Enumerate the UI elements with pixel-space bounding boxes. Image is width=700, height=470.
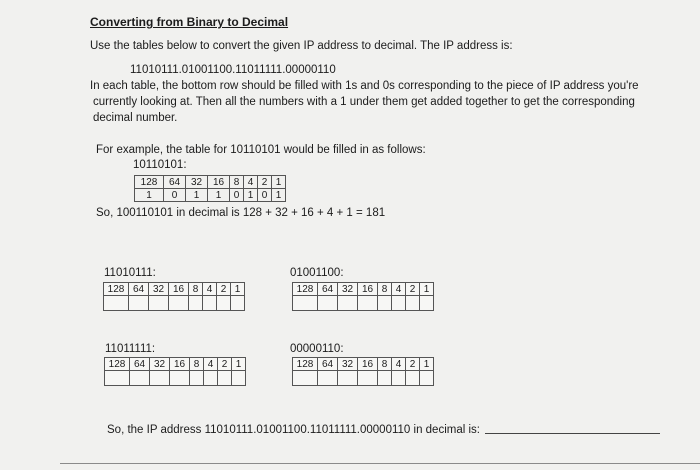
bit-input-cell[interactable] bbox=[169, 296, 189, 311]
place-value-cell: 16 bbox=[358, 283, 378, 296]
bit-input-cell[interactable] bbox=[232, 371, 246, 386]
place-value-cell: 64 bbox=[130, 358, 150, 371]
example-summary: So, 100110101 in decimal is 128 + 32 + 16 + 4 + 1 = 181 bbox=[96, 207, 386, 219]
bit-input-cell[interactable] bbox=[318, 296, 338, 311]
bit-input-cell[interactable] bbox=[129, 296, 149, 311]
place-value-cell: 8 bbox=[189, 283, 203, 296]
example-table bbox=[134, 175, 286, 202]
bit-input-cell[interactable] bbox=[293, 371, 318, 386]
bit-input-cell[interactable] bbox=[378, 371, 392, 386]
place-value-cell: 128 bbox=[105, 358, 130, 371]
bit-cell: 0 bbox=[258, 189, 272, 202]
place-value-cell: 8 bbox=[230, 176, 244, 189]
place-value-cell: 16 bbox=[358, 358, 378, 371]
bit-input-cell[interactable] bbox=[105, 371, 130, 386]
place-value-cell: 64 bbox=[318, 358, 338, 371]
bit-input-cell[interactable] bbox=[318, 371, 338, 386]
place-value-cell: 16 bbox=[169, 283, 189, 296]
place-value-cell: 32 bbox=[150, 358, 170, 371]
place-value-cell: 32 bbox=[149, 283, 169, 296]
intro-text: Use the tables below to convert the given IP address to decimal. The IP address is: bbox=[90, 40, 513, 52]
bit-input-cell[interactable] bbox=[130, 371, 150, 386]
place-value-cell: 4 bbox=[392, 358, 406, 371]
bit-input-cell[interactable] bbox=[293, 296, 318, 311]
place-value-cell: 4 bbox=[244, 176, 258, 189]
place-value-cell: 2 bbox=[406, 283, 420, 296]
answer-prompt: So, the IP address 11010111.01001100.11011111.00000110 in decimal is: bbox=[107, 424, 480, 436]
place-value-cell: 32 bbox=[338, 283, 358, 296]
bit-input-cell[interactable] bbox=[218, 371, 232, 386]
bit-input-cell[interactable] bbox=[338, 296, 358, 311]
instruction-line-3: decimal number. bbox=[93, 112, 178, 124]
table-3-label: 11011111: bbox=[105, 343, 156, 355]
bit-input-cell[interactable] bbox=[392, 296, 406, 311]
page-divider bbox=[60, 463, 700, 464]
example-lead: For example, the table for 10110101 would be filled in as follows: bbox=[96, 144, 426, 156]
bit-input-cell[interactable] bbox=[149, 296, 169, 311]
place-value-cell: 4 bbox=[204, 358, 218, 371]
bit-cell: 1 bbox=[186, 189, 208, 202]
place-value-cell: 8 bbox=[378, 358, 392, 371]
bit-input-cell[interactable] bbox=[420, 296, 434, 311]
place-value-cell: 2 bbox=[218, 358, 232, 371]
place-value-cell: 2 bbox=[406, 358, 420, 371]
instruction-line-1: In each table, the bottom row should be filled with 1s and 0s corresponding to the piece of IP address you're bbox=[90, 80, 639, 92]
place-value-cell: 4 bbox=[392, 283, 406, 296]
bit-cell: 1 bbox=[208, 189, 230, 202]
bit-cell: 1 bbox=[272, 189, 286, 202]
place-value-cell: 1 bbox=[420, 283, 434, 296]
instruction-line-2: currently looking at. Then all the numbers with a 1 under them get added together to get the corresponding bbox=[93, 96, 635, 108]
bit-input-cell[interactable] bbox=[170, 371, 190, 386]
place-value-cell: 1 bbox=[420, 358, 434, 371]
bit-input-cell[interactable] bbox=[104, 296, 129, 311]
place-value-cell: 1 bbox=[232, 358, 246, 371]
bit-input-cell[interactable] bbox=[150, 371, 170, 386]
bit-input-cell[interactable] bbox=[217, 296, 231, 311]
binary-table-2 bbox=[292, 282, 434, 311]
bit-input-cell[interactable] bbox=[204, 371, 218, 386]
bit-cell: 1 bbox=[244, 189, 258, 202]
place-value-cell: 64 bbox=[164, 176, 186, 189]
place-value-cell: 2 bbox=[258, 176, 272, 189]
place-value-cell: 1 bbox=[231, 283, 245, 296]
table-1-label: 11010111: bbox=[104, 267, 156, 279]
place-value-cell: 16 bbox=[170, 358, 190, 371]
binary-table-3 bbox=[104, 357, 246, 386]
place-value-cell: 128 bbox=[293, 358, 318, 371]
ip-address: 11010111.01001100.11011111.00000110 bbox=[130, 64, 336, 76]
page-title: Converting from Binary to Decimal bbox=[90, 15, 289, 29]
binary-table-1 bbox=[103, 282, 245, 311]
table-4-label: 00000110: bbox=[290, 343, 344, 355]
bit-input-cell[interactable] bbox=[378, 296, 392, 311]
place-value-cell: 128 bbox=[293, 283, 318, 296]
bit-cell: 0 bbox=[164, 189, 186, 202]
bit-input-cell[interactable] bbox=[231, 296, 245, 311]
place-value-cell: 8 bbox=[378, 283, 392, 296]
place-value-cell: 16 bbox=[208, 176, 230, 189]
bit-input-cell[interactable] bbox=[358, 296, 378, 311]
bit-input-cell[interactable] bbox=[338, 371, 358, 386]
bit-input-cell[interactable] bbox=[406, 371, 420, 386]
place-value-cell: 1 bbox=[272, 176, 286, 189]
table-2-label: 01001100: bbox=[290, 267, 344, 279]
answer-blank-line[interactable] bbox=[485, 433, 660, 434]
bit-input-cell[interactable] bbox=[189, 296, 203, 311]
binary-table-4 bbox=[292, 357, 434, 386]
place-value-cell: 64 bbox=[318, 283, 338, 296]
place-value-cell: 64 bbox=[129, 283, 149, 296]
bit-cell: 0 bbox=[230, 189, 244, 202]
bit-input-cell[interactable] bbox=[358, 371, 378, 386]
place-value-cell: 4 bbox=[203, 283, 217, 296]
place-value-cell: 2 bbox=[217, 283, 231, 296]
bit-input-cell[interactable] bbox=[392, 371, 406, 386]
bit-input-cell[interactable] bbox=[203, 296, 217, 311]
place-value-cell: 32 bbox=[338, 358, 358, 371]
bit-input-cell[interactable] bbox=[406, 296, 420, 311]
place-value-cell: 128 bbox=[135, 176, 164, 189]
example-label: 10110101: bbox=[133, 159, 187, 171]
place-value-cell: 32 bbox=[186, 176, 208, 189]
place-value-cell: 8 bbox=[190, 358, 204, 371]
bit-input-cell[interactable] bbox=[190, 371, 204, 386]
bit-input-cell[interactable] bbox=[420, 371, 434, 386]
place-value-cell: 128 bbox=[104, 283, 129, 296]
bit-cell: 1 bbox=[135, 189, 164, 202]
